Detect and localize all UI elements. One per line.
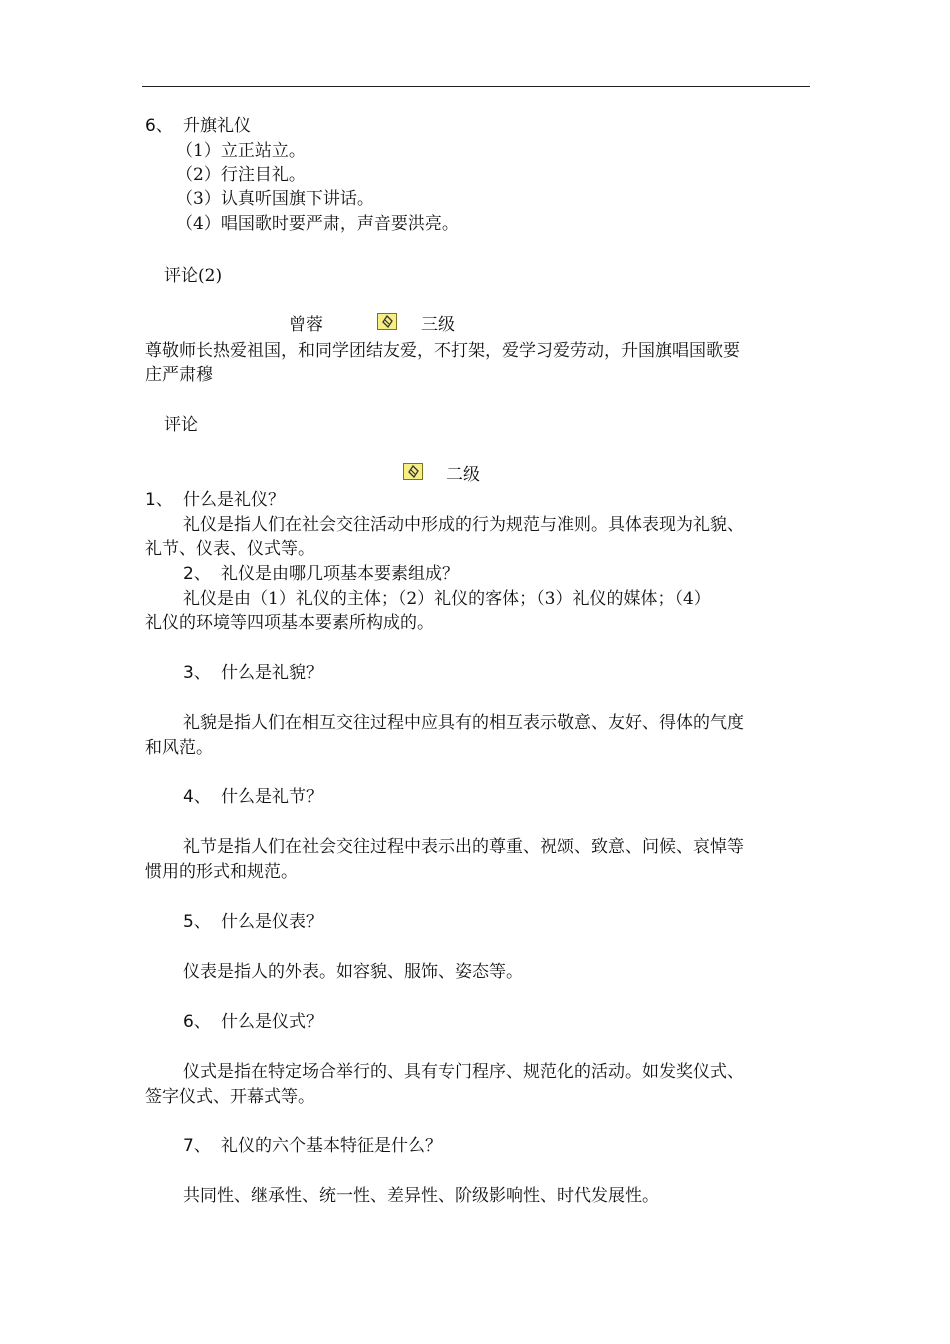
question-number: 4、 xyxy=(183,787,211,807)
comment-body: 庄严肃穆 xyxy=(145,365,213,385)
user-level-icon xyxy=(377,313,397,330)
answer-text: 惯用的形式和规范。 xyxy=(145,862,298,882)
answer-text: 礼貌是指人们在相互交往过程中应具有的相互表示敬意、友好、得体的气度 xyxy=(183,713,744,733)
answer-text: 礼节是指人们在社会交往过程中表示出的尊重、祝颂、致意、问候、哀悼等 xyxy=(183,837,744,857)
comment-body: 尊敬师长热爱祖国，和同学团结友爱，不打架，爱学习爱劳动，升国旗唱国歌要 xyxy=(145,341,740,361)
answer-text: 共同性、继承性、统一性、差异性、阶级影响性、时代发展性。 xyxy=(183,1186,659,1206)
comment-level: 三级 xyxy=(421,315,455,335)
question-text: 什么是礼仪？ xyxy=(183,490,285,510)
question-number: 1、 xyxy=(145,490,173,510)
section-number: 6、 xyxy=(145,116,173,136)
question-number: 6、 xyxy=(183,1012,211,1032)
list-item: （3）认真听国旗下讲话。 xyxy=(176,189,374,209)
comments-header[interactable]: 评论 xyxy=(164,415,198,435)
answer-text: 仪式是指在特定场合举行的、具有专门程序、规范化的活动。如发奖仪式、 xyxy=(183,1062,744,1082)
header-rule xyxy=(142,86,810,87)
answer-text: 礼仪是指人们在社会交往活动中形成的行为规范与准则。具体表现为礼貌、 xyxy=(183,515,744,535)
user-level-icon xyxy=(403,463,423,480)
question-text: 什么是礼节？ xyxy=(221,787,323,807)
comment-level: 二级 xyxy=(446,465,480,485)
comments-header[interactable]: 评论(2) xyxy=(164,266,223,286)
question-text: 什么是仪式？ xyxy=(221,1012,323,1032)
question-number: 2、 xyxy=(183,564,211,584)
answer-text: 和风范。 xyxy=(145,738,213,758)
question-number: 3、 xyxy=(183,663,211,683)
answer-text: 礼仪是由（1）礼仪的主体；（2）礼仪的客体；（3）礼仪的媒体；（4） xyxy=(183,589,711,609)
question-text: 什么是仪表？ xyxy=(221,912,323,932)
question-text: 礼仪是由哪几项基本要素组成？ xyxy=(221,564,459,584)
answer-text: 礼仪的环境等四项基本要素所构成的。 xyxy=(145,613,434,633)
question-number: 7、 xyxy=(183,1136,211,1156)
question-text: 礼仪的六个基本特征是什么？ xyxy=(221,1136,442,1156)
question-text: 什么是礼貌？ xyxy=(221,663,323,683)
answer-text: 签字仪式、开幕式等。 xyxy=(145,1087,315,1107)
section-title: 升旗礼仪 xyxy=(183,116,251,136)
comment-author[interactable]: 曾蓉 xyxy=(289,315,323,335)
list-item: （1）立正站立。 xyxy=(176,141,306,161)
answer-text: 礼节、仪表、仪式等。 xyxy=(145,539,315,559)
answer-text: 仪表是指人的外表。如容貌、服饰、姿态等。 xyxy=(183,962,523,982)
list-item: （4）唱国歌时要严肃，声音要洪亮。 xyxy=(176,214,459,234)
question-number: 5、 xyxy=(183,912,211,932)
list-item: （2）行注目礼。 xyxy=(176,165,306,185)
